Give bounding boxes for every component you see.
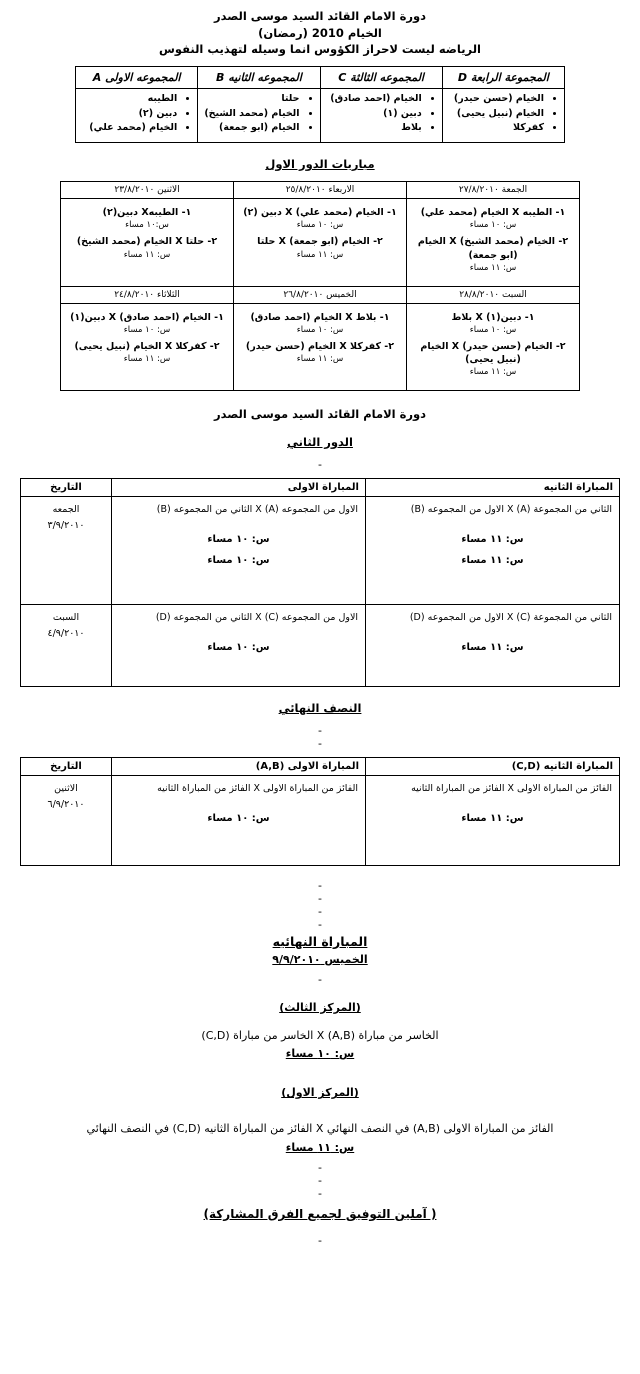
dash-glyph: ‑ bbox=[318, 1186, 322, 1200]
semifinal-table bbox=[20, 757, 620, 866]
round1-date: الجمعة ٢٧/٨/٢٠١٠ bbox=[407, 182, 580, 199]
round2-table bbox=[20, 478, 620, 687]
group-team: • الخيام (محمد الشيخ) bbox=[204, 107, 299, 122]
round1-date: الثلاثاء ٢٤/٨/٢٠١٠ bbox=[61, 286, 234, 303]
round1-time: س: ١٠ مساء bbox=[296, 220, 344, 231]
round1-match: ١- الخيام (محمد علي) X دبين (٢) bbox=[243, 207, 397, 219]
round1-time: س: ١١ مساء bbox=[469, 262, 517, 273]
round1-cell bbox=[234, 303, 407, 390]
group-team: • دبين (٢) bbox=[82, 107, 177, 122]
semifinal-title: النصف النهائي bbox=[278, 700, 362, 715]
round1-cell-body bbox=[235, 200, 405, 271]
dash-spacer bbox=[0, 1235, 640, 1248]
round1-date: السبت ٢٨/٨/٢٠١٠ bbox=[407, 286, 580, 303]
round2-date: ٣/٩/٢٠١٠ bbox=[47, 520, 85, 532]
semifinal-header-row bbox=[21, 757, 620, 775]
round1-date: الاربعاء ٢٥/٨/٢٠١٠ bbox=[234, 182, 407, 199]
semifinal-match1-text: الفائز من المباراة الاولى X الفائز من المباراة الثانيه bbox=[157, 782, 358, 794]
round1-match: ٢- حلتا X الخيام (محمد الشيخ) bbox=[76, 236, 218, 248]
round2-title: الدور الثاني bbox=[287, 434, 353, 449]
dash-spacer bbox=[0, 459, 640, 472]
group-title-a: المجموعه الاولى A bbox=[76, 67, 198, 89]
round2-match1-text: الاول من المجموعه X (C) الثاني من المجموعه (D) bbox=[155, 611, 358, 623]
round1-match: ٢- كفركلا X الخيام (نبيل يحيى) bbox=[74, 340, 220, 352]
round2-heading: دورة الامام القائد السيد موسى الصدر bbox=[213, 406, 427, 421]
round2-match2-text: الثاني من المجموعة X (C) الاول من المجموعه (D) bbox=[409, 611, 612, 623]
round1-match: ١- الخيام (احمد صادق) X دبين(١) bbox=[70, 311, 224, 323]
dash-glyph: ‑ bbox=[318, 736, 322, 750]
round1-cell-body bbox=[408, 305, 578, 389]
group-cell-a bbox=[76, 89, 198, 143]
round1-time: س: ١٠ مساء bbox=[469, 220, 517, 231]
round1-time: س: ١١ مساء bbox=[123, 353, 171, 364]
dash-glyph: ‑ bbox=[318, 723, 322, 737]
group-team: • دبين (١) bbox=[327, 107, 422, 122]
round1-match: ٢- كفركلا X الخيام (حسن حيدر) bbox=[245, 340, 395, 352]
dash-glyph: ‑ bbox=[318, 1160, 322, 1174]
round1-time: س: ١١ مساء bbox=[469, 367, 517, 378]
closing-message: ( آملين التوفيق لجميع الفرق المشاركة) bbox=[203, 1206, 437, 1221]
round2-match2-time1: س: ١١ مساء bbox=[461, 534, 524, 546]
round1-match: ٢- الخيام (محمد الشيخ) X الخيام (ابو جمعة) bbox=[417, 236, 569, 261]
round2-match1-time1: س: ١٠ مساء bbox=[207, 642, 270, 654]
group-team: • الخيام (حسن حيدر) bbox=[449, 92, 544, 107]
round2-match1-time1: س: ١٠ مساء bbox=[207, 534, 270, 546]
document-header bbox=[0, 0, 640, 58]
round1-cell-body bbox=[408, 200, 578, 284]
semifinal-match2-text: الفائز من المباراة الاولى X الفائز من المباراة الثانيه bbox=[411, 782, 612, 794]
group-title-c: المجموعه الثالثة C bbox=[320, 67, 442, 89]
round1-time: س: ١٠ مساء bbox=[123, 324, 171, 335]
round2-header-row bbox=[21, 478, 620, 496]
round2-row bbox=[21, 496, 620, 604]
round1-time: س: ١١ مساء bbox=[123, 249, 171, 260]
group-cell-b bbox=[198, 89, 320, 143]
round2-match1-cell bbox=[112, 496, 366, 604]
round2-day: الجمعه bbox=[52, 503, 80, 515]
semifinal-match1-cell bbox=[112, 775, 366, 865]
round2-date-cell bbox=[21, 496, 112, 604]
round1-match: ١- بلاط X الخيام (احمد صادق) bbox=[250, 311, 390, 323]
round2-row bbox=[21, 604, 620, 686]
round1-match: ١- الطيبهX دبين(٢) bbox=[102, 207, 192, 219]
semifinal-match2-time: س: ١١ مساء bbox=[461, 813, 524, 825]
round2-match2-time2: س: ١١ مساء bbox=[461, 555, 524, 567]
first-place-time: س: ١١ مساء bbox=[285, 1140, 355, 1154]
dash-glyph: ‑ bbox=[318, 457, 322, 471]
group-team: • بلاط bbox=[327, 121, 422, 136]
group-team: • الخيام (ابو جمعة) bbox=[204, 121, 299, 136]
round1-cell-body bbox=[62, 305, 232, 376]
first-place-match: الفائز من المباراة الاولى (A,B) في النصف النهائي X الفائز من المباراة الثانيه (C,D) في النصف النهائي bbox=[86, 1122, 554, 1136]
group-cell-d bbox=[442, 89, 564, 143]
first-place-label: (المركز الاول) bbox=[281, 1086, 359, 1100]
round1-table bbox=[60, 181, 580, 391]
group-team-list-d bbox=[449, 92, 558, 136]
round1-match: ١- دبين(١) X بلاط bbox=[451, 311, 535, 323]
groups-teams-row bbox=[76, 89, 565, 143]
groups-header-row bbox=[76, 67, 565, 89]
round1-match: ١- الطيبه X الخيام (محمد علي) bbox=[420, 207, 566, 219]
round1-match: ٢- الخيام (حسن حيدر) X الخيام (نبيل يحيى) bbox=[420, 340, 566, 365]
round1-time: س: ١٠ مساء bbox=[296, 324, 344, 335]
final-title: المباراة النهائيه bbox=[272, 933, 368, 949]
dash-spacer bbox=[0, 1188, 640, 1201]
header-line-2: الخيام 2010 (رمضان) bbox=[258, 25, 382, 40]
round2-date: ٤/٩/٢٠١٠ bbox=[47, 628, 85, 640]
round2-col-date: التاريخ bbox=[21, 478, 112, 496]
semifinal-day: الاثنين bbox=[54, 782, 78, 794]
semifinal-date: ٦/٩/٢٠١٠ bbox=[47, 799, 85, 811]
round2-col-match1: المباراة الاولى bbox=[112, 478, 366, 496]
round2-col-match2: المباراة الثانيه bbox=[366, 478, 620, 496]
semifinal-match2-cell bbox=[366, 775, 620, 865]
round2-match2-cell bbox=[366, 496, 620, 604]
header-line-1: دورة الامام القائد السيد موسى الصدر bbox=[213, 9, 427, 23]
round2-match2-text: الثاني من المجموعة X (A) الاول من المجموعه (B) bbox=[410, 503, 612, 515]
round1-cell bbox=[234, 199, 407, 286]
round1-cell bbox=[61, 199, 234, 286]
round1-date: الاثنين ٢٣/٨/٢٠١٠ bbox=[61, 182, 234, 199]
group-cell-c bbox=[320, 89, 442, 143]
round1-match: ٢- الخيام (ابو جمعة) X حلتا bbox=[257, 236, 383, 248]
semifinal-col-match2: المباراة الثانيه (C,D) bbox=[366, 757, 620, 775]
dash-spacer bbox=[0, 919, 640, 932]
round1-date: الخميس ٢٦/٨/٢٠١٠ bbox=[234, 286, 407, 303]
semifinal-col-match1: المباراة الاولى (A,B) bbox=[112, 757, 366, 775]
dash-spacer bbox=[0, 738, 640, 751]
dash-spacer bbox=[0, 974, 640, 987]
round1-match-row-2 bbox=[61, 303, 580, 390]
round2-match1-text: الاول من المجموعه X (A) الثاني من المجموعه (B) bbox=[156, 503, 358, 515]
dash-glyph: ‑ bbox=[318, 972, 322, 986]
third-place-time: س: ١٠ مساء bbox=[285, 1047, 355, 1061]
third-place-label: (المركز الثالث) bbox=[279, 1000, 361, 1014]
round1-match-row-1 bbox=[61, 199, 580, 286]
group-team-list-c bbox=[327, 92, 436, 136]
round1-time: س:١٠ مساء bbox=[125, 220, 169, 231]
round1-cell bbox=[407, 303, 580, 390]
round1-time: س: ١١ مساء bbox=[296, 249, 344, 260]
semifinal-col-date: التاريخ bbox=[21, 757, 112, 775]
group-team-list-b bbox=[204, 92, 313, 136]
round2-day: السبت bbox=[52, 611, 80, 623]
dash-glyph: ‑ bbox=[318, 1173, 322, 1187]
round1-time: س: ١١ مساء bbox=[296, 353, 344, 364]
round1-date-row-1 bbox=[61, 182, 580, 199]
dash-glyph: ‑ bbox=[318, 891, 322, 905]
group-title-b: المجموعه الثانيه B bbox=[198, 67, 320, 89]
round1-time: س: ١٠ مساء bbox=[469, 324, 517, 335]
group-team: • الخيام (احمد صادق) bbox=[327, 92, 422, 107]
round2-match2-time1: س: ١١ مساء bbox=[461, 642, 524, 654]
group-title-d: المجموعة الرابعة D bbox=[442, 67, 564, 89]
dash-glyph: ‑ bbox=[318, 904, 322, 918]
round1-date-row-2 bbox=[61, 286, 580, 303]
round1-cell-body bbox=[235, 305, 405, 376]
dash-glyph: ‑ bbox=[318, 878, 322, 892]
round2-match1-time2: س: ١٠ مساء bbox=[207, 555, 270, 567]
group-team: • حلتا bbox=[204, 92, 299, 107]
round1-cell-body bbox=[62, 200, 232, 271]
semifinal-match1-time: س: ١٠ مساء bbox=[207, 813, 270, 825]
round2-match1-cell bbox=[112, 604, 366, 686]
semifinal-row bbox=[21, 775, 620, 865]
semifinal-date-cell bbox=[21, 775, 112, 865]
group-team: • الخيام (محمد علي) bbox=[82, 121, 177, 136]
group-team: • الطيبه bbox=[82, 92, 177, 107]
group-team: • الخيام (نبيل يحيى) bbox=[449, 107, 544, 122]
third-place-match: الخاسر من مباراة (A,B) X الخاسر من مباراة (C,D) bbox=[201, 1028, 439, 1042]
round2-match2-cell bbox=[366, 604, 620, 686]
round1-title: مباريات الدور الاول bbox=[265, 157, 375, 172]
final-date: الخميس ٩/٩/٢٠١٠ bbox=[272, 952, 368, 966]
dash-glyph: ‑ bbox=[318, 1233, 322, 1247]
header-line-3: الرياضه ليست لاحراز الكؤوس انما وسيله لتهذيب النفوس bbox=[159, 42, 481, 57]
groups-table bbox=[75, 66, 565, 143]
round1-cell bbox=[61, 303, 234, 390]
round2-date-cell bbox=[21, 604, 112, 686]
group-team: • كفركلا bbox=[449, 121, 544, 136]
group-team-list-a bbox=[82, 92, 191, 136]
dash-glyph: ‑ bbox=[318, 917, 322, 931]
round1-cell bbox=[407, 199, 580, 286]
